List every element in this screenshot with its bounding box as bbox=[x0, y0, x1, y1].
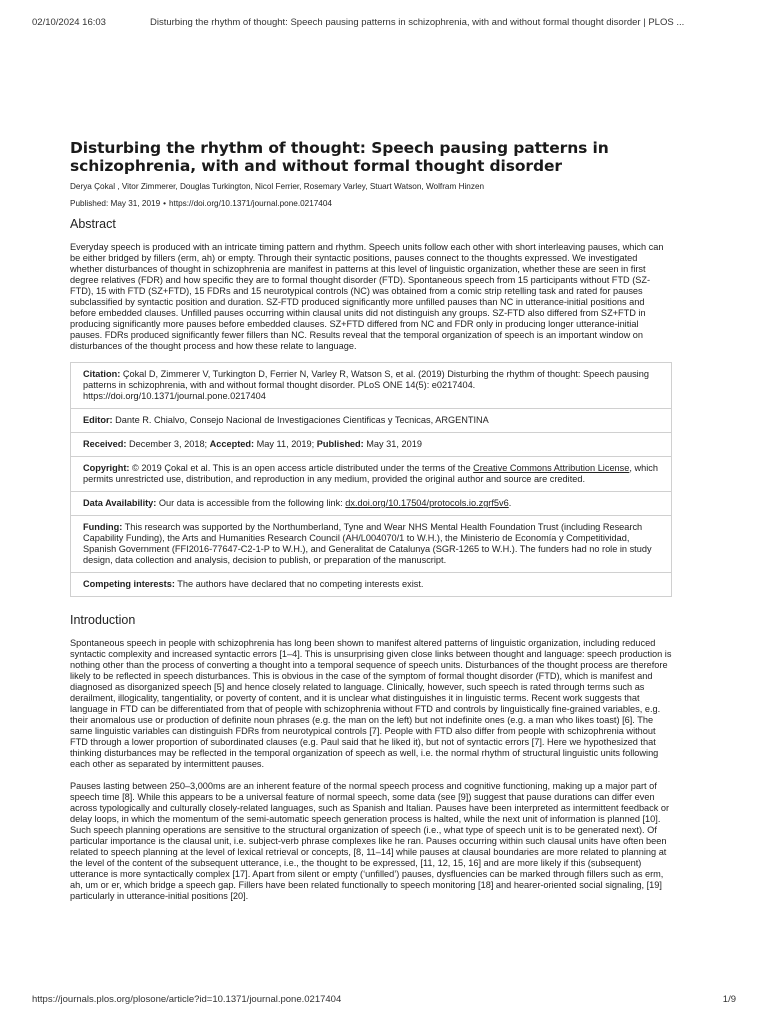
dates-row bbox=[71, 433, 671, 457]
editor-label: Editor: bbox=[83, 415, 113, 425]
accepted-value: May 11, 2019; bbox=[254, 439, 317, 449]
published-label: Published: bbox=[316, 439, 364, 449]
print-page-title: Disturbing the rhythm of thought: Speech pausing patterns in schizophrenia, with and without formal thought disorder | PLOS ... bbox=[150, 17, 685, 28]
copyright-text: © 2019 Çokal et al. This is an open access article distributed under the terms of the bbox=[129, 463, 474, 473]
data-availability-label: Data Availability: bbox=[83, 498, 157, 508]
author-list[interactable]: Derya Çokal , Vitor Zimmerer, Douglas Turkington, Nicol Ferrier, Rosemary Varley, Stuart Watson, Wolfram Hinzen bbox=[70, 182, 485, 191]
published-value: May 31, 2019 bbox=[363, 439, 422, 449]
introduction-heading: Introduction bbox=[70, 613, 136, 627]
competing-interests-label: Competing interests: bbox=[83, 579, 175, 589]
data-availability-text: Our data is accessible from the following link: bbox=[156, 498, 346, 508]
editor-row bbox=[71, 409, 671, 433]
article-content bbox=[70, 139, 672, 902]
print-date: 02/10/2024 16:03 bbox=[32, 17, 106, 28]
funding-row bbox=[71, 516, 671, 573]
copyright-label: Copyright: bbox=[83, 463, 130, 473]
competing-interests-text: The authors have declared that no competing interests exist. bbox=[174, 579, 424, 589]
received-value: December 3, 2018; bbox=[126, 439, 210, 449]
introduction-paragraph-1: Spontaneous speech in people with schizophrenia has long been shown to manifest altered patterns of linguistic organization, including reduced syntactic complexity and increased syntactic errors [1–4]. This is unsurprising given close links between thought and language: speech production is nothing other than the process of converting a thought into a temporal sequence of speech units. Disturbances of the thought process are therefore likely to be reflected in speech disturbances. This is obvious in the case of the symptom of formal thought disorder (FTD), which is manifest and diagnosed as disorganized speech [5] and hence closely related to language. Clinically, however, such speech is rated through terms such as derailment, illogicality, tangentiality, or poverty of content, and it is unclear what distinguishes it in linguistic terms. Recent work suggests that language in FTD can be differentiated from that of people with schizophrenia without FTD and controls by linguistically fine-grained variables, e.g. their anomalous use or production of definite noun phrases (e.g. the man on the left) but not indefinite ones (e.g. a man who likes toast) [6]. The same linguistic variables can distinguish FDRs from neurotypical controls [7]. People with FTD also differ from people with schizophrenia without FTD through a lower proportion of subordinated clauses (e.g. Paul said that he liked it), but not of syntactic errors [7]. Here we hypothesized that thinking disturbances may be reflected in the temporal organization of speech as well, i.e. the normal rhythm of structural linguistic units following each other as separated by intermittent pauses. bbox=[70, 638, 672, 769]
citation-row bbox=[71, 363, 671, 409]
article-title: Disturbing the rhythm of thought: Speech pausing patterns in schizophrenia, with and without formal thought disorder bbox=[70, 139, 609, 175]
accepted-label: Accepted: bbox=[209, 439, 255, 449]
editor-text: Dante R. Chialvo, Consejo Nacional de Investigaciones Cientificas y Tecnicas, ARGENTINA bbox=[112, 415, 489, 425]
page-url: https://journals.plos.org/plosone/article?id=10.1371/journal.pone.0217404 bbox=[32, 994, 342, 1005]
copyright-text-end: , which permits unrestricted use, distribution, and reproduction in any medium, provided the original author and source are credited. bbox=[83, 463, 658, 484]
data-link[interactable]: dx.doi.org/10.17504/protocols.io.zgrf5v6 bbox=[345, 498, 509, 508]
print-footer bbox=[32, 994, 736, 1005]
published-date: Published: May 31, 2019 bbox=[70, 199, 161, 208]
separator-dot: • bbox=[163, 199, 166, 208]
article-info-box bbox=[70, 362, 672, 597]
abstract-heading: Abstract bbox=[70, 217, 116, 231]
article-doi[interactable]: https://doi.org/10.1371/journal.pone.0217404 bbox=[169, 199, 332, 208]
funding-text: This research was supported by the Northumberland, Tyne and Wear NHS Mental Health Foundation Trust (including Research Capability Funding), the Arts and Humanities Research Council (AH/L004070/1 to W.H.), the Ministerio de Economía y Competitividad, Spanish Government (FFI2016-77647-C2-1-P to W.H.), and Generalitat de Catalunya (SGR-1265 to W.H.). The funders had no role in study design, data collection and analysis, decision to publish, or preparation of the manuscript. bbox=[83, 522, 652, 565]
publication-info bbox=[70, 199, 672, 208]
competing-interests-row bbox=[71, 573, 671, 596]
citation-text: Çokal D, Zimmerer V, Turkington D, Ferrier N, Varley R, Watson S, et al. (2019) Disturbing the rhythm of thought: Speech pausing patterns in schizophrenia, with and without formal thought disorder. PLoS ONE 14(5): e0217404. https://doi.org/10.1371/journal.pone.0217404 bbox=[83, 369, 649, 401]
abstract-text: Everyday speech is produced with an intricate timing pattern and rhythm. Speech units follow each other with short interleaving pauses, which can be either bridged by fillers (erm, ah) or empty. Through their syntactic positions, pauses connect to the thoughts expressed. We investigated whether disturbances of thought in schizophrenia are manifest in patterns at this level of linguistic organization, whether these are seen in first degree relatives (FDR) and how specific they are to formal thought disorder (FTD). Spontaneous speech from 15 participants without FTD (SZ-FTD), 15 with FTD (SZ+FTD), 15 FDRs and 15 neurotypical controls (NC) was obtained from a comic strip retelling task and rated for pauses subclassified by syntactic position and duration. SZ-FTD produced significantly more unfilled pauses than NC in utterance-initial positions and before embedded clauses. Unfilled pauses occurring within clausal units did not distinguish any groups. SZ-FTD also differed from SZ+FTD in producing significantly more pauses before embedded clauses. SZ+FTD differed from NC and FDR only in producing longer utterance-initial pauses. FDRs produced significantly fewer fillers than NC. Results reveal that the temporal organization of speech is an important window on disturbances of the thought process and how these relate to language. bbox=[70, 242, 664, 351]
data-availability-end: . bbox=[508, 498, 512, 508]
received-label: Received: bbox=[83, 439, 127, 449]
data-availability-row bbox=[71, 492, 671, 516]
citation-label: Citation: bbox=[83, 369, 121, 379]
introduction-paragraph-2: Pauses lasting between 250–3,000ms are an inherent feature of the normal speech process and cognitive functioning, making up a major part of speech time [8]. While this appears to be a universal feature of normal speech, some data (see [9]) suggest that pause durations can differ even across typologically and culturally closely-related languages, such as Spanish and Italian. Pauses have been interpreted as intermittent feedback or delay loops, in which the momentum of the semi-automatic speech generation process is halted, while the next unit of information is planned [10]. Such speech planning operations are sensitive to the structural organization of speech (i.e., what type of speech unit is to be generated next). Of particular importance is the clausal unit, i.e. subject-verb phrase complexes like he ran. Pauses occurring within such clausal units have often been related to speech planning at the level of lexical retrieval or concepts, [8, 11–14] while pauses at clausal boundaries are more related to planning at the level of the content of the subsequent utterance, i.e., the thought to be expressed, [11, 12, 15, 16] and are more likely if this (subsequent) utterance is more syntactically complex [17]. Apart from silent or empty (‘unfilled’) pauses, dysfluencies can be marked through fillers such as erm, ah, um or er, which bridge a speech gap. Fillers have been related functionally to speech monitoring [18] and hearer-oriented social signaling, [19] particularly in utterance-initial positions [20]. bbox=[70, 781, 670, 901]
page-number: 1/9 bbox=[722, 994, 736, 1005]
copyright-row bbox=[71, 457, 671, 492]
license-link[interactable]: Creative Commons Attribution License bbox=[473, 463, 630, 473]
funding-label: Funding: bbox=[83, 522, 123, 532]
